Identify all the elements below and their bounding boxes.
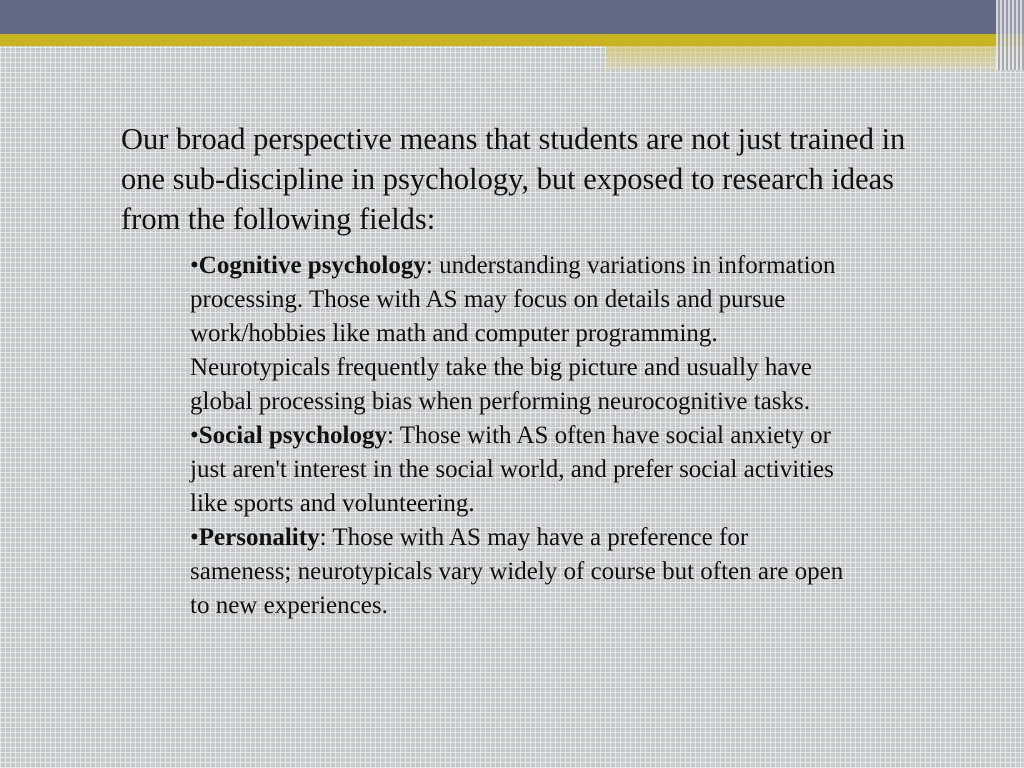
bullet-term: Cognitive psychology bbox=[198, 252, 426, 279]
bullet-marker: • bbox=[190, 524, 199, 551]
accent-bar-shadow bbox=[606, 46, 1024, 70]
bullet-marker: • bbox=[190, 252, 199, 279]
bullet-text: : Those with AS may have a preference for sameness; neurotypicals vary widely of course but often are open to new experiences. bbox=[190, 524, 844, 619]
bullet-term: Social psychology bbox=[198, 422, 387, 449]
bullet-text: : understanding variations in information processing. Those with AS may focus on details and pursue work/hobbies like math and computer programming. Neurotypicals frequently take the big picture and usually have global processing bias when performing neurocognitive tasks. bbox=[190, 252, 836, 415]
bullet-cognitive-psychology bbox=[190, 249, 850, 419]
accent-bar bbox=[0, 34, 1024, 46]
bullet-social-psychology bbox=[190, 419, 850, 521]
bullet-personality bbox=[190, 521, 850, 623]
bullet-marker: • bbox=[190, 422, 199, 449]
intro-paragraph: Our broad perspective means that students are not just trained in one sub-discipline in psychology, but exposed to research ideas from the following fields: bbox=[121, 122, 906, 236]
slide-content bbox=[121, 119, 911, 623]
bullet-term: Personality bbox=[198, 524, 320, 551]
bullet-list bbox=[190, 249, 850, 623]
header-band bbox=[0, 0, 1024, 34]
corner-stripes-decoration bbox=[996, 0, 1024, 70]
bullet-text: : Those with AS often have social anxiety or just aren't interest in the social world, and prefer social activities like sports and volunteering. bbox=[190, 422, 834, 517]
